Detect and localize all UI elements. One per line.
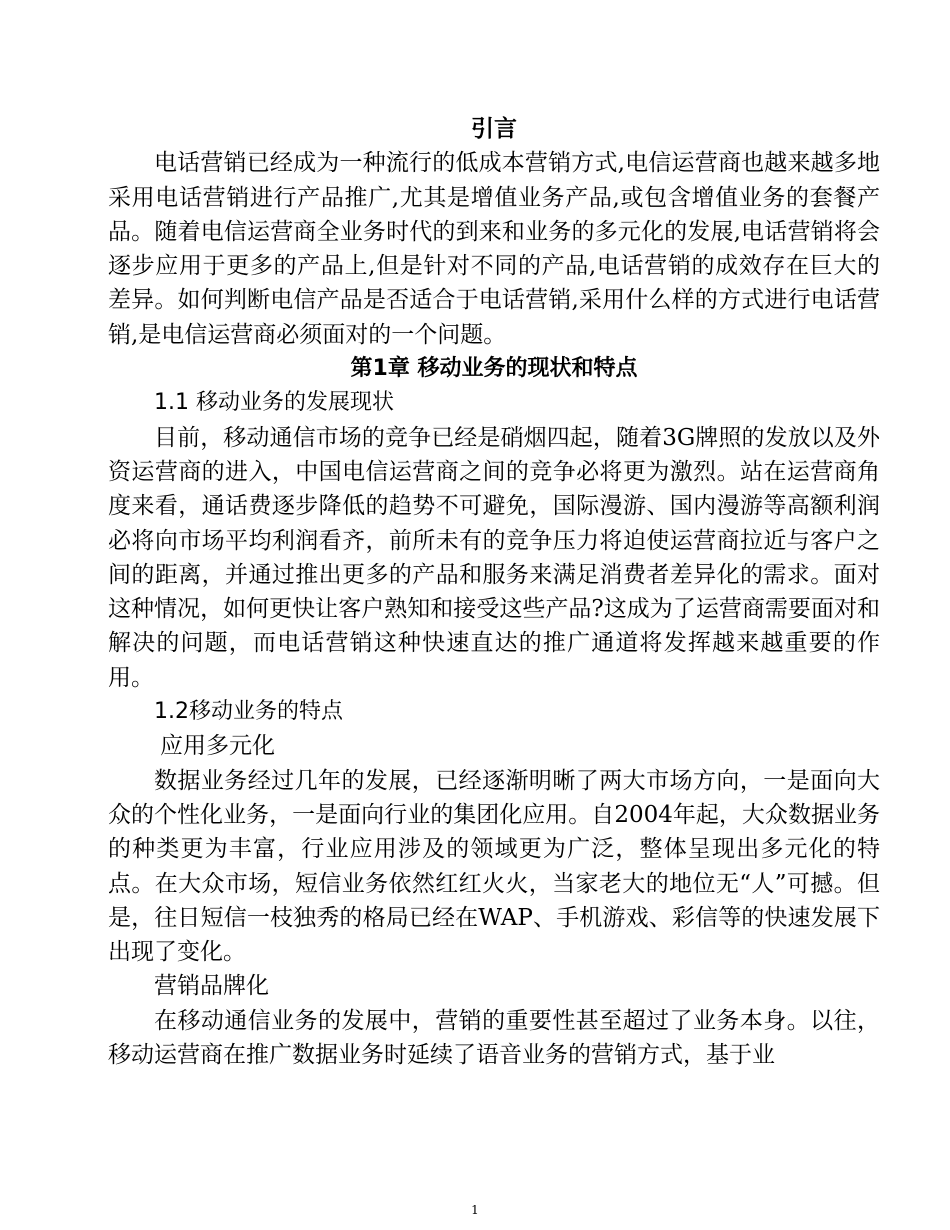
subheading-brand-marketing: 营销品牌化 — [154, 973, 269, 1000]
document-page — [108, 112, 880, 1072]
chapter-1-title: 第1章 移动业务的现状和特点 — [350, 356, 638, 382]
diversified-applications-paragraph: 数据业务经过几年的发展，已经逐渐明晰了两大市场方向，一是面向大众的个性化业务，一是面向行业的集团化应用。自2004年起，大众数据业务的种类更为丰富，行业应用涉及的领域更为广泛，整体呈现出多元化的特点。在大众市场，短信业务依然红红火火，当家老大的地位无“人”可撼。但是，往日短信一枝独秀的格局已经在WAP、手机游戏、彩信等的快速发展下出现了变化。 — [108, 767, 880, 966]
intro-paragraph: 电话营销已经成为一种流行的低成本营销方式,电信运营商也越来越多地采用电话营销进行产品推广,尤其是增值业务产品,或包含增值业务的套餐产品。随着电信运营商全业务时代的到来和业务的多元化的发展,电话营销将会逐步应用于更多的产品上,但是针对不同的产品,电话营销的成效存在巨大的差异。如何判断电信产品是否适合于电话营销,采用什么样的方式进行电话营销,是电信运营商必须面对的一个问题。 — [108, 150, 880, 348]
subheading-diversified-applications: 应用多元化 — [160, 733, 275, 760]
brand-marketing-paragraph: 在移动通信业务的发展中，营销的重要性甚至超过了业务本身。以往，移动运营商在推广数据业务时延续了语音业务的营销方式，基于业 — [108, 1007, 880, 1069]
section-1-2-title: 1.2移动业务的特点 — [154, 699, 343, 725]
section-1-1-title: 1.1 移动业务的发展现状 — [154, 390, 394, 416]
intro-title: 引言 — [471, 116, 517, 142]
page-number: 1 — [471, 1203, 479, 1217]
section-1-1-paragraph: 目前，移动通信市场的竞争已经是硝烟四起，随着3G牌照的发放以及外资运营商的进入，中国电信运营商之间的竞争必将更为激烈。站在运营商角度来看，通话费逐步降低的趋势不可避免，国际漫游、国内漫游等高额利润必将向市场平均利润看齐，前所未有的竞争压力将迫使运营商拉近与客户之间的距离，并通过推出更多的产品和服务来满足消费者差异化的需求。面对这种情况，如何更快让客户熟知和接受这些产品?这成为了运营商需要面对和解决的问题，而电话营销这种快速直达的推广通道将发挥越来越重要的作用。 — [108, 424, 880, 691]
